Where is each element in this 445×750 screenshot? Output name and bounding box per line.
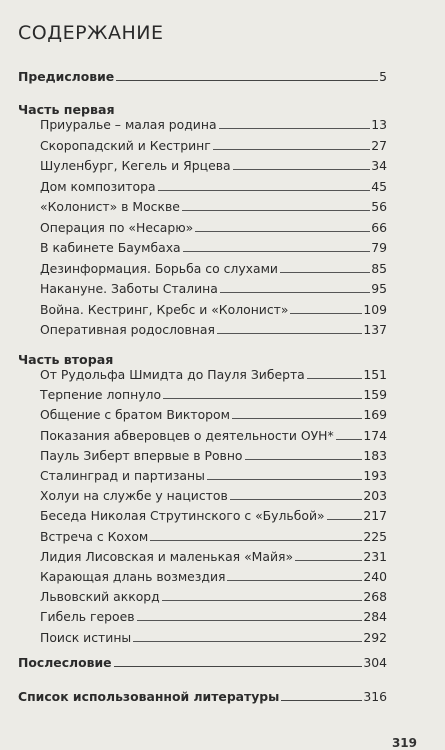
dot-leader <box>290 313 362 314</box>
toc-entry-page: 183 <box>363 447 387 463</box>
toc-entry-title: Оперативная родословная <box>40 322 215 337</box>
toc-entry[interactable] <box>40 117 387 132</box>
toc-entry[interactable] <box>40 322 387 337</box>
toc-entry-title: Послесловие <box>18 655 112 670</box>
toc-entry-page: 45 <box>371 178 387 194</box>
dot-leader <box>183 251 371 252</box>
dot-leader <box>116 80 378 81</box>
toc-entry-title: «Колонист» в Москве <box>40 199 180 214</box>
dot-leader <box>114 666 363 667</box>
dot-leader <box>162 600 363 601</box>
toc-entry[interactable] <box>40 220 387 235</box>
toc-entry-title: Дом композитора <box>40 178 156 194</box>
dot-leader <box>213 149 370 150</box>
dot-leader <box>163 398 362 399</box>
toc-entry[interactable] <box>40 529 387 544</box>
toc-entry-page: 5 <box>379 69 387 84</box>
toc-entry-title: Гибель героев <box>40 609 135 625</box>
dot-leader <box>281 700 362 701</box>
toc-entry-title: Приуралье – малая родина <box>40 117 217 132</box>
toc-entry-title: Общение с братом Виктором <box>40 407 230 423</box>
toc-entry-title: Шуленбург, Кегель и Ярцева <box>40 158 231 173</box>
toc-entry[interactable] <box>40 302 387 317</box>
toc-entry-title: Список использованной литературы <box>18 689 280 704</box>
toc-entry-page: 304 <box>363 655 387 670</box>
toc-entry-page: 284 <box>363 609 387 625</box>
toc-entry-page: 56 <box>371 199 387 214</box>
toc-entry-page: 292 <box>363 629 387 645</box>
toc-entry[interactable] <box>40 407 387 422</box>
dot-leader <box>336 439 363 440</box>
toc-entry-page: 240 <box>363 569 387 584</box>
toc-entry-afterword[interactable] <box>18 655 387 670</box>
toc-entry-page: 85 <box>371 260 387 276</box>
toc-entry-title: Львовский аккорд <box>40 589 160 605</box>
toc-entry-title: Сталинград и партизаны <box>40 468 205 483</box>
toc-entry[interactable] <box>40 240 387 255</box>
toc-entry-title: Встреча с Кохом <box>40 528 149 544</box>
toc-entry-title: От Рудольфа Шмидта до Пауля Зиберта <box>40 367 305 382</box>
toc-entry[interactable] <box>40 609 387 624</box>
toc-entry-bibliography[interactable] <box>18 689 387 704</box>
dot-leader <box>307 378 363 379</box>
toc-entry-page: 13 <box>371 117 387 132</box>
toc-entry-page: 225 <box>363 528 387 544</box>
toc-entry[interactable] <box>40 569 387 584</box>
toc-entry-page: 66 <box>371 219 387 235</box>
toc-entry-page: 79 <box>371 240 387 255</box>
toc-entry[interactable] <box>40 468 387 483</box>
toc-entry-title: Холуи на службе у нацистов <box>40 488 228 504</box>
toc-entry-title: Показания абверовцев о деятельности ОУН* <box>40 427 334 443</box>
dot-leader <box>219 128 371 129</box>
dot-leader <box>158 190 371 191</box>
dot-leader <box>217 333 362 334</box>
toc-entry-page: 316 <box>363 689 387 704</box>
toc-entry-title: Лидия Лисовская и маленькая «Майя» <box>40 548 294 564</box>
toc-entry-page: 217 <box>363 508 387 524</box>
toc-entry-page: 174 <box>363 427 387 443</box>
dot-leader <box>232 418 362 419</box>
toc-entry[interactable] <box>40 488 387 503</box>
toc-entry[interactable] <box>40 428 387 443</box>
toc-entry[interactable] <box>40 508 387 523</box>
toc-entry-page: 203 <box>363 488 387 504</box>
toc-entry[interactable] <box>40 261 387 276</box>
toc-entry[interactable] <box>40 367 387 382</box>
part-heading-2: Часть вторая <box>18 352 114 367</box>
toc-entry[interactable] <box>40 281 387 296</box>
toc-entry[interactable] <box>40 549 387 564</box>
toc-entry-page: 231 <box>363 548 387 564</box>
toc-entry-title: Война. Кестринг, Кребс и «Колонист» <box>40 301 289 317</box>
toc-entry[interactable] <box>40 589 387 604</box>
part-heading-1: Часть первая <box>18 102 115 117</box>
dot-leader <box>233 169 371 170</box>
toc-entry[interactable] <box>40 630 387 645</box>
dot-leader <box>137 620 363 621</box>
toc-entry-title: Терпение лопнуло <box>40 387 162 403</box>
toc-entry-page: 109 <box>363 301 387 317</box>
toc-entry[interactable] <box>40 158 387 173</box>
dot-leader <box>227 580 362 581</box>
dot-leader <box>220 292 370 293</box>
toc-entry-page: 137 <box>363 322 387 337</box>
page-title: СОДЕРЖАНИЕ <box>18 22 164 44</box>
toc-entry-page: 27 <box>371 137 387 153</box>
toc-entry-title: Карающая длань возмездия <box>40 569 226 584</box>
dot-leader <box>207 479 362 480</box>
toc-entry-page: 151 <box>363 367 387 382</box>
page-number: 319 <box>391 736 417 750</box>
toc-entry-page: 193 <box>363 468 387 483</box>
toc-entry-title: Предисловие <box>18 69 115 84</box>
toc-entry-title: В кабинете Баумбаха <box>40 240 181 255</box>
toc-entry-page: 34 <box>371 158 387 173</box>
toc-entry-page: 169 <box>363 407 387 423</box>
toc-entry-page: 268 <box>363 589 387 605</box>
toc-entry-title: Пауль Зиберт впервые в Ровно <box>40 447 243 463</box>
dot-leader <box>245 459 363 460</box>
toc-entry[interactable] <box>40 199 387 214</box>
toc-entry[interactable] <box>40 387 387 402</box>
dot-leader <box>195 231 370 232</box>
dot-leader <box>133 641 362 642</box>
toc-entry-title: Операция по «Несарю» <box>40 219 194 235</box>
dot-leader <box>150 540 362 541</box>
toc-entry[interactable] <box>40 448 387 463</box>
toc-entry-page: 95 <box>371 281 387 296</box>
dot-leader <box>295 560 362 561</box>
toc-entry-title: Поиск истины <box>40 629 132 645</box>
toc-entry-page: 159 <box>363 387 387 403</box>
toc-entry-title: Накануне. Заботы Сталина <box>40 281 218 296</box>
toc-entry[interactable] <box>40 179 387 194</box>
dot-leader <box>327 519 363 520</box>
dot-leader <box>280 272 370 273</box>
dot-leader <box>230 499 363 500</box>
toc-entry[interactable] <box>40 138 387 153</box>
dot-leader <box>182 210 370 211</box>
toc-entry-title: Дезинформация. Борьба со слухами <box>40 260 278 276</box>
toc-entry-preface[interactable] <box>18 69 387 84</box>
toc-entry-title: Беседа Николая Струтинского с «Бульбой» <box>40 508 325 524</box>
toc-entry-title: Скоропадский и Кестринг <box>40 137 211 153</box>
